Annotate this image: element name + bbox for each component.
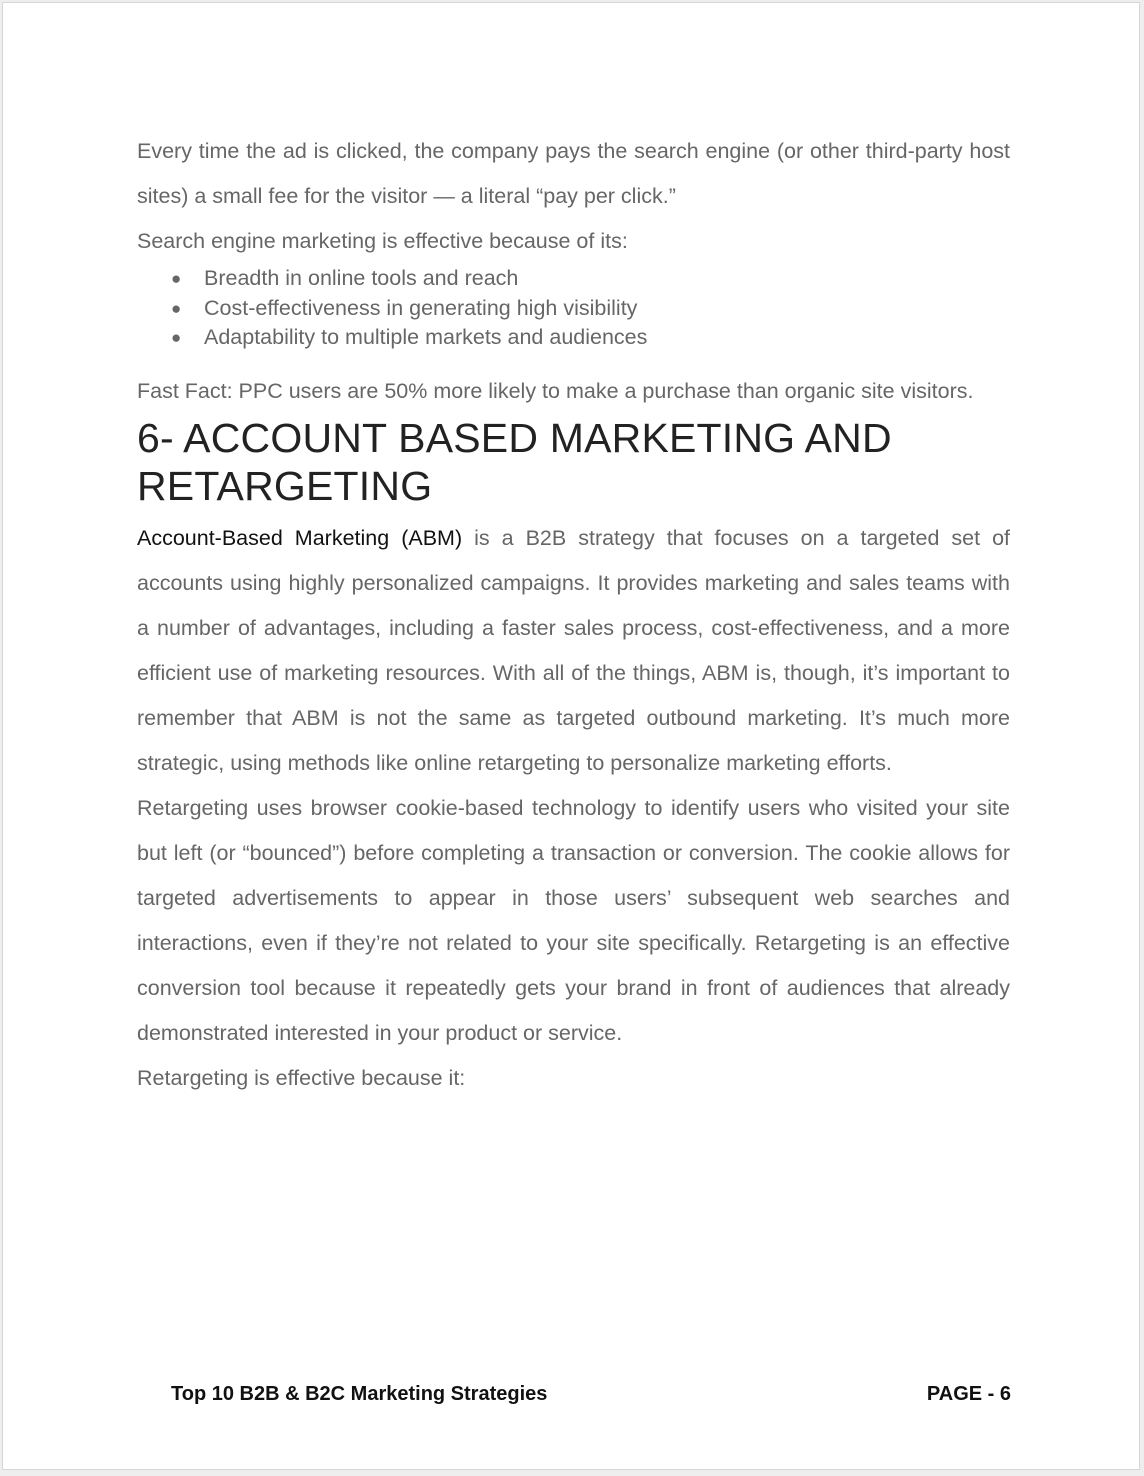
paragraph-retargeting-intro: Retargeting is effective because it:	[137, 1065, 466, 1090]
abm-term: Account-Based Marketing (ABM)	[137, 525, 463, 550]
list-item: ● Breadth in online tools and reach	[137, 264, 1010, 294]
list-item: ● Adaptability to multiple markets and audiences	[137, 323, 1010, 353]
paragraph-ppc-fee: Every time the ad is clicked, the company pays the search engine (or other third-party host sites) a small fee for the visitor — a literal “pay per click.”	[137, 139, 1010, 208]
sem-benefits-list	[137, 264, 1010, 353]
paragraph-abm	[137, 516, 1010, 786]
abm-description: is a B2B strategy that focuses on a targeted set of accounts using highly personalized campaigns. It provides marketing and sales teams with a number of advantages, including a faster sales process, cost-effectiveness, and a more efficient use of marketing resources. With all of the things, ABM is, though, it’s important to remember that ABM is not the same as targeted outbound marketing. It’s much more strategic, using methods like online retargeting to personalize marketing efforts.	[137, 525, 1011, 775]
paragraph-sem-intro: Search engine marketing is effective because of its:	[137, 229, 628, 253]
footer-page-number: PAGE - 6	[926, 1383, 1011, 1405]
paragraph-fast-fact: Fast Fact: PPC users are 50% more likely to make a purchase than organic site visitors.	[137, 378, 974, 403]
section-heading: 6- ACCOUNT BASED MARKETING AND RETARGETING	[137, 414, 892, 509]
document-page	[2, 2, 1140, 1470]
list-item: ● Cost-effectiveness in generating high visibility	[137, 294, 1010, 324]
page-content	[137, 129, 1010, 1101]
footer-document-title: Top 10 B2B & B2C Marketing Strategies	[171, 1383, 548, 1405]
paragraph-retargeting: Retargeting uses browser cookie-based technology to identify users who visited your site but left (or “bounced”) before completing a transaction or conversion. The cookie allows for targeted advertisements to appear in those users’ subsequent web searches and interactions, even if they’re not related to your site specifically. Retargeting is an effective conversion tool because it repeatedly gets your brand in front of audiences that already demonstrated interested in your product or service.	[137, 795, 1010, 1045]
